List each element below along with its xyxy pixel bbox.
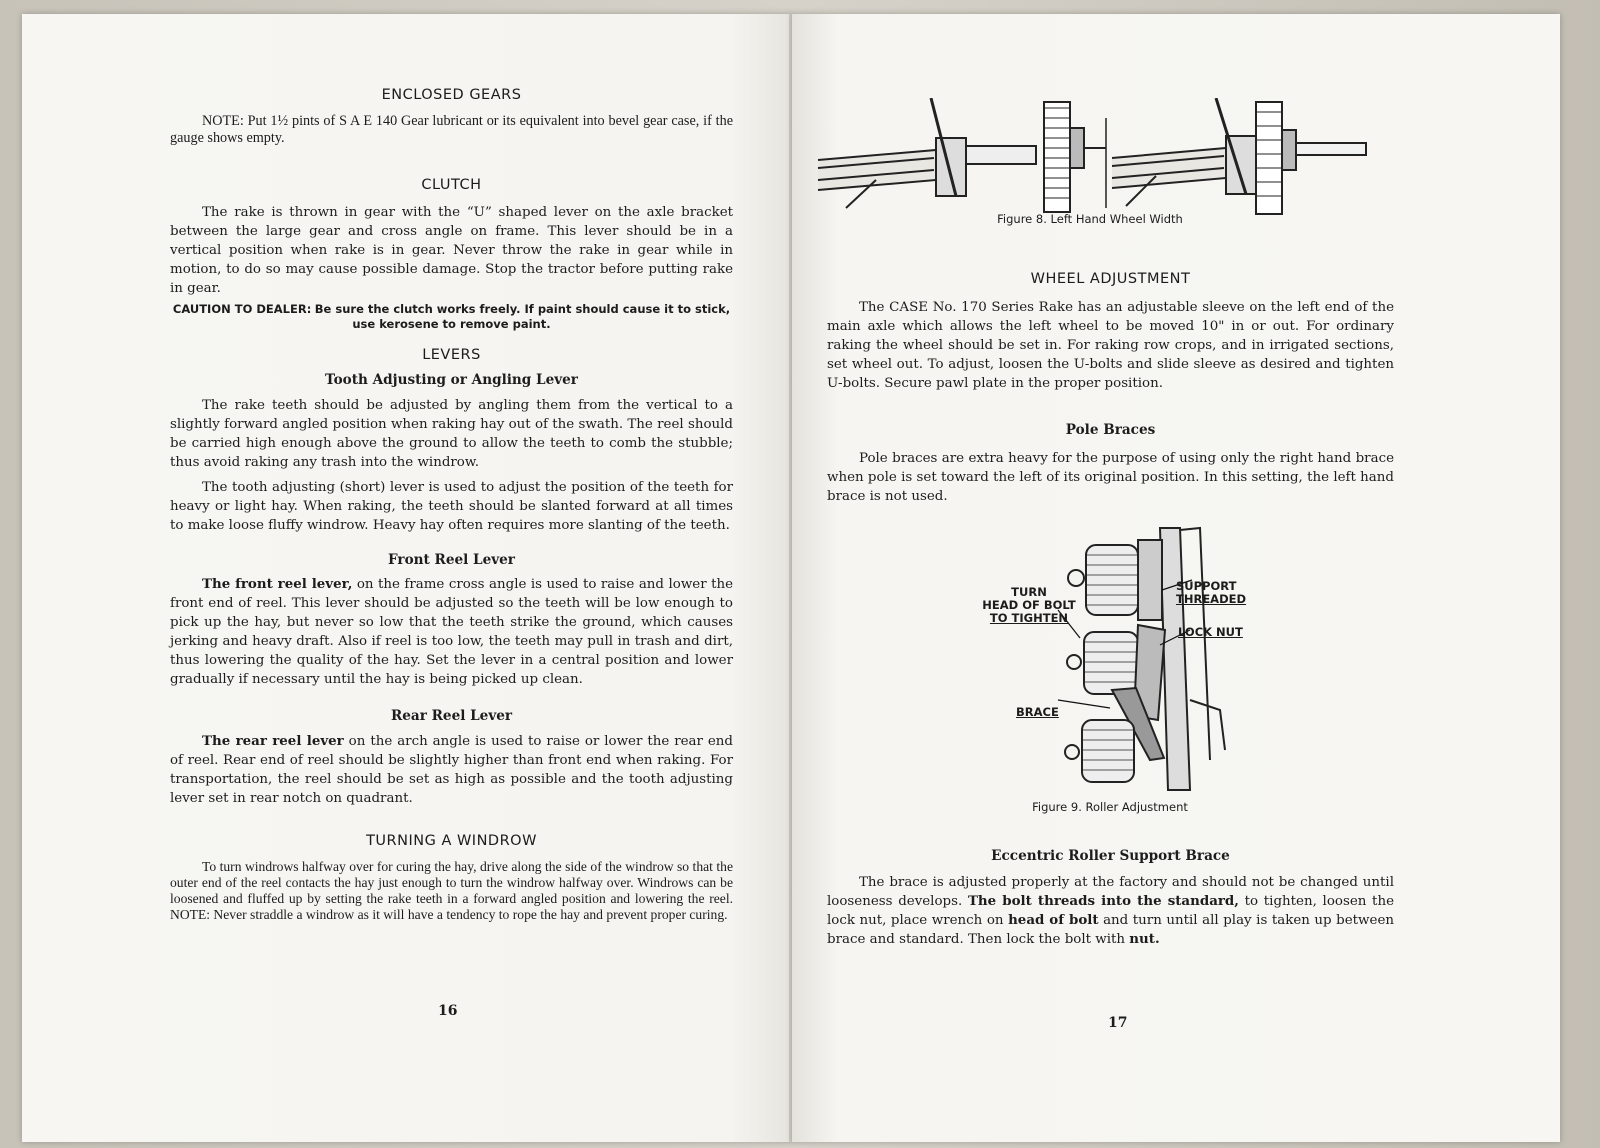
figure-8-illustration [816, 98, 1372, 216]
tooth-lever-heading: Tooth Adjusting or Angling Lever [325, 372, 578, 388]
page-number-left: 16 [438, 1003, 458, 1019]
figure-9-caption: Figure 9. Roller Adjustment [1032, 800, 1188, 814]
rear-reel-heading: Rear Reel Lever [390, 708, 513, 724]
label-threaded: THREADED [1176, 592, 1247, 606]
front-reel-lead: The front reel lever, [202, 576, 353, 592]
rear-reel-lead: The rear reel lever [202, 733, 344, 749]
tooth-lever-paragraph-1: The rake teeth should be adjusted by angling them from the vertical to a slightly forward angled position when raking hay out of the swath. The reel should be carried high enough above the ground to allow the teeth to comb the stubble; thus avoid raking any trash into the windrow. [170, 398, 733, 470]
enclosed-gears-heading: ENCLOSED GEARS [381, 87, 522, 103]
figure-9-illustration [1040, 520, 1260, 800]
eccentric-bold-3: nut. [1129, 931, 1160, 947]
label-support: SUPPORT [1176, 579, 1237, 593]
eccentric-roller-body [827, 873, 1394, 949]
eccentric-bold-2: head of bolt [1008, 912, 1099, 928]
eccentric-body-mid-1: to tighten, loosen the lock nut, place wrench on [827, 894, 1394, 928]
label-head-of-bolt: HEAD OF BOLT [982, 598, 1076, 612]
windrow-heading: TURNING A WINDROW [366, 833, 537, 849]
eccentric-roller-heading: Eccentric Roller Support Brace [991, 848, 1230, 864]
label-to-tighten: TO TIGHTEN [989, 611, 1069, 625]
pole-braces-heading: Pole Braces [1065, 422, 1156, 438]
pole-braces-body: Pole braces are extra heavy for the purpose of using only the right hand brace when pole is set toward the left of its original position. In this setting, the left hand brace is not used. [827, 451, 1394, 504]
caution-to-dealer [170, 302, 733, 332]
windrow-body: To turn windrows halfway over for curing the hay, drive along the side of the windrow so that the outer end of the reel contacts the hay just enough to turn the windrow halfway over. Windrows can be loosened and fluffed up by setting the rake teeth in a forward angled position and lowering the reel. NOTE: Never straddle a windrow as it will have a tendency to rope the hay and prevent proper curing. [170, 859, 733, 922]
label-turn-head-of-bolt [974, 586, 1084, 625]
front-reel-body: on the frame cross angle is used to raise and lower the front end of reel. This lever should be adjusted so the teeth will be low enough to pick up the hay, but never so low that the teeth strike the ground, which causes jerking and heavy draft. Also if reel is too low, the teeth may pull in trash and dirt, thus lowering the quality of the hay. Set the lever in a central position and lower gradually if necessary until the hay is being picked up clean. [170, 577, 734, 687]
levers-heading: LEVERS [422, 347, 481, 363]
rear-reel-paragraph [170, 732, 733, 808]
clutch-body: The rake is thrown in gear with the “U” shaped lever on the axle bracket between the large gear and cross angle on frame. This lever should be in a vertical position when rake is in gear. Never throw the rake in gear while in motion, to do so may cause possible damage. Stop the tractor before putting rake in gear. [170, 205, 733, 296]
label-brace: BRACE [1016, 705, 1059, 719]
front-reel-paragraph [170, 575, 733, 689]
tooth-lever-paragraph-2: The tooth adjusting (short) lever is used to adjust the position of the teeth for heavy or light hay. When raking, the teeth should be slanted forward at all times to make loose fluffy windrow. Heavy hay often requires more slanting of the teeth. [170, 480, 733, 533]
front-reel-heading: Front Reel Lever [388, 552, 515, 568]
wheel-adjustment-body: The CASE No. 170 Series Rake has an adjustable sleeve on the left end of the main axle which allows the left wheel to be moved 10" in or out. For ordinary raking the wheel should be set in. For raking row crops, and in irrigated sections, set wheel out. To adjust, loosen the U-bolts and slide sleeve as desired and tighten U-bolts. Secure pawl plate in the proper position. [827, 300, 1394, 391]
rear-reel-body: on the arch angle is used to raise or lower the rear end of reel. Rear end of reel should be slightly higher than front end when raking. For transportation, the reel should be set as high as possible and the tooth adjusting lever set in rear notch on quadrant. [170, 734, 733, 806]
caution-text: Be sure the clutch works freely. If paint should cause it to stick, use kerosene to remove paint. [314, 302, 731, 331]
wheel-adjustment-heading: WHEEL ADJUSTMENT [1030, 271, 1191, 287]
eccentric-body-mid-2: and turn until all play is taken up between brace and standard. Then lock the bolt with [827, 913, 1394, 947]
label-lock-nut: LOCK NUT [1178, 625, 1243, 639]
clutch-heading: CLUTCH [421, 177, 482, 193]
caution-label: CAUTION TO DEALER: [172, 302, 312, 316]
figure-8-caption: Figure 8. Left Hand Wheel Width [997, 212, 1183, 226]
label-turn: TURN [1011, 585, 1047, 599]
eccentric-bold-1: The bolt threads into the standard, [967, 893, 1239, 909]
enclosed-gears-note: NOTE: Put 1½ pints of S A E 140 Gear lubricant or its equivalent into bevel gear case, if the gauge shows empty. [170, 113, 733, 146]
page-number-right: 17 [1108, 1015, 1128, 1031]
label-support-threaded [1176, 580, 1256, 606]
eccentric-body-start: The brace is adjusted properly at the factory and should not be changed until looseness develops. [827, 875, 1394, 909]
